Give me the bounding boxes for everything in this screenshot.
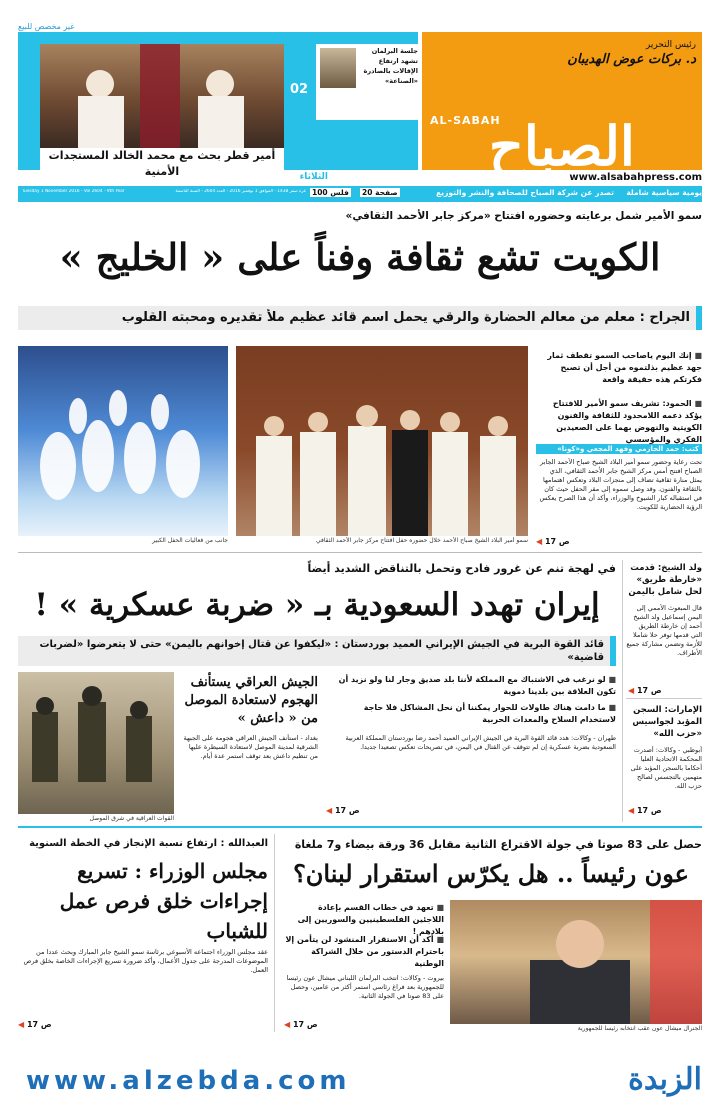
- teaser-photo-image: [40, 44, 284, 148]
- lead-photo-left-image: [18, 346, 228, 536]
- date-line: Tuesday 1 November 2016 - Vol 2604 - 9th Year: [22, 189, 125, 194]
- teaser-box-photo: [320, 48, 356, 88]
- lead-headline: الكويت تشع ثقافة وفناً على « الخليج »: [59, 235, 661, 279]
- lead-photo-left: [18, 346, 228, 536]
- day: الثلاثاء: [299, 172, 328, 182]
- iraq-photo: [18, 672, 174, 814]
- lead-photo-right-image: [236, 346, 528, 536]
- side-1-body: قال المبعوث الأممي إلى اليمن إسماعيل ولد الشيخ أحمد إن خارطة الطريق التي قدمها توفر حلا شاملا للأزمة وتضمن مشاركة جميع الأطراف.: [626, 604, 702, 657]
- iran-bullet-2: ■ ما دامت هناك طاولات للحوار يمكننا أن نحل المشاكل فلا حاجة لاستخدام السلاح والمعدات الحربية: [326, 702, 616, 726]
- lead-photo-right: [236, 346, 528, 536]
- lead-subhead: الجراح : معلم من معالم الحضارة والرقي يحمل اسم قائد عظيم ملأ تقديره ومحبته القلوب: [121, 310, 690, 325]
- iraq-caption: القوات العراقية في شرق الموصل: [89, 815, 174, 822]
- lead-body: تحت رعاية وحضور سمو أمير البلاد الشيخ صباح الأحمد الجابر الصباح افتتح أمس مركز الشيخ جابر الأحمد الثقافي، الذي يمثل منارة ثقافية تضاف إلى منجزات البلاد وتعكس اهتمامها بالثقافة والفنون. وقد وصل سموه إلى مقر الحفل حيث كان في استقباله كبار الشيوخ والوزراء، وأكد أن هذا الصرح يعكس الرؤية الحضارية للكويت.: [539, 458, 702, 511]
- side-2-ref: ◀ ص 17: [628, 806, 662, 815]
- iraq-photo-image: [18, 672, 174, 814]
- iran-page-ref: ◀ ص 17: [326, 806, 360, 815]
- lead-bullet-1: ■ إنك اليوم ياصاحب السمو تقطف ثمار جهد عظيم بذلتموه من أجل أن تصبح فكرتكم هذه حقيقة واقعة: [536, 350, 702, 386]
- price: 100 فلس: [312, 188, 349, 197]
- cabinet-body: عقد مجلس الوزراء اجتماعه الأسبوعي برئاسة سمو الشيخ جابر المبارك وبحث عددا من الموضوعات المدرجة على جدول الأعمال، وأكد ضرورة تسريع الإجراءات الخاصة بخلق فرص العمل.: [23, 948, 268, 974]
- lebanon-bullet-1: ■ تعهد في خطاب القسم بإعادة اللاجئين الفلسطينيين والسوريين إلى بلادهم !: [284, 902, 444, 938]
- footer-url[interactable]: www.alzebda.com: [26, 1066, 351, 1096]
- iran-body: طهران - وكالات: هدد قائد القوة البرية في الجيش الإيراني العميد أحمد رضا بوردستان المملكة العربية السعودية بضربة عسكرية إن لم تتوقف عن القتال في اليمن، في تصريحات تعكس تصعيدا جديدا.: [345, 734, 616, 751]
- cabinet-headline: مجلس الوزراء : تسريع إجراءات خلق فرص عمل للشباب: [59, 859, 268, 943]
- cabinet-page-ref: ◀ ص 17: [18, 1020, 52, 1029]
- editor-label: رئيس التحرير: [645, 40, 696, 50]
- lead-bullet-2: ■ الحمود: تشريف سمو الأمير للافتتاح يؤكد دعمه اللامحدود للثقافة والفنون الكويتية والنهوض بهما على الصعيدين الفكري والمؤسسي: [536, 398, 702, 446]
- lead-byline: كتب: حمد الحازمي وفهد المجعي و«كونا»: [536, 444, 702, 454]
- iran-bullet-1: ■ لو نرغب في الاشتباك مع المملكة لأننا بلد صديق وجار لنا ولو نزيد أن تكون العلاقة بين بلدينا دموية: [326, 674, 616, 698]
- lead-caption-left: جانب من فعاليات الحفل الكبير: [152, 537, 228, 544]
- side-2-title: الإمارات: السجن المؤبد لجواسيس «حزب الله»: [632, 705, 702, 739]
- iraq-headline: الجيش العراقي يستأنف الهجوم لاستعادة الموصل من « داعش »: [184, 675, 318, 726]
- lebanon-photo-image: [450, 900, 702, 1024]
- website[interactable]: www.alsabahpress.com: [569, 172, 702, 183]
- top-tag: غير مخصص للبيع: [18, 22, 75, 31]
- date-ar: غرة صفر 1438 - الموافق 1 نوفمبر 2016 - العدد 2604 - السنة التاسعة: [175, 189, 306, 194]
- side-1-title: ولد الشيخ: قدمت «خارطة طريق» لحل شامل باليمن: [628, 563, 702, 597]
- tagline: يومية سياسية شاملة: [626, 188, 702, 197]
- lebanon-bullet-2: ■ أكد أن الاستقرار المنشود لن يتأمن إلا باحترام الدستور من خلال الشراكة الوطنية: [284, 934, 444, 970]
- cabinet-kicker: العبدالله : ارتفاع نسبة الإنجاز في الخطة السنوية: [29, 838, 268, 849]
- latin-name: AL-SABAH: [430, 114, 501, 127]
- masthead: [18, 22, 702, 202]
- iraq-body: بغداد - استأنف الجيش العراقي هجومه على الجبهة الشرقية لمدينة الموصل لاستعادة السيطرة عليها من تنظيم داعش بعد توقف استمر عدة أيام.: [183, 734, 318, 760]
- pages: 20 صفحة: [362, 188, 398, 197]
- editor-name: د. بركات عوض الهديبان: [567, 52, 696, 67]
- iran-kicker: في لهجة تنم عن غرور فادح وتحمل بالتناقض الشديد أيضاً: [307, 562, 616, 575]
- lead-kicker: سمو الأمير شمل برعايته وحضوره افتتاح «مركز جابر الأحمد الثقافي»: [345, 210, 702, 222]
- logo: الصباح: [489, 114, 635, 178]
- lead-page-ref: ◀ ص 17: [536, 537, 570, 546]
- lebanon-photo: [450, 900, 702, 1024]
- teaser-photo-caption: أمير قطر بحث مع محمد الخالد المستجدات الأمنية: [40, 148, 284, 180]
- side-2-body: أبوظبي - وكالات: أصدرت المحكمة الاتحادية العليا أحكاما بالسجن المؤبد على متهمين بالتجسس لصالح حزب الله.: [630, 746, 702, 790]
- lebanon-page-ref: ◀ ص 17: [284, 1020, 318, 1029]
- footer-logo: الزبدة: [628, 1062, 702, 1097]
- iran-subhead: قائد القوة البرية في الجيش الإيراني العميد بوردستان : «ليكفوا عن قتال إخوانهم باليمن» حتى لا يتعرضوا «لضربات قاضية»: [39, 639, 604, 663]
- lebanon-kicker: حصل على 83 صوتا في جولة الاقتراع الثانية مقابل 36 ورقة بيضاء و7 ملغاة: [294, 838, 702, 851]
- publisher: تصدر عن شركة الصباح للصحافة والنشر والتوزيع: [436, 188, 614, 197]
- side-1-ref: ◀ ص 17: [628, 686, 662, 695]
- lead-caption-right: سمو أمير البلاد الشيخ صباح الأحمد خلال حضوره حفل افتتاح مركز جابر الأحمد الثقافي: [315, 537, 528, 544]
- lebanon-caption: الجنرال ميشال عون عقب انتخابه رئيسا للجمهورية: [577, 1025, 702, 1032]
- lebanon-body: بيروت - وكالات: انتخب البرلمان اللبناني ميشال عون رئيسا للجمهورية بعد فراغ رئاسي استمر أكثر من عامين، وحصل على 83 صوتا في الجولة الثانية.: [286, 974, 444, 1000]
- teaser-box-text: جلسة البرلمان تشهد ارتفاع الإقالات بالصادرة «الصناعة»: [363, 47, 418, 85]
- teaser-photo: [40, 44, 284, 148]
- iran-headline: إيران تهدد السعودية بـ « ضربة عسكرية » !: [34, 587, 600, 623]
- lebanon-headline: عون رئيساً .. هل يكرّس استقرار لبنان؟: [293, 859, 689, 888]
- teaser-photo-page: 02: [290, 82, 309, 97]
